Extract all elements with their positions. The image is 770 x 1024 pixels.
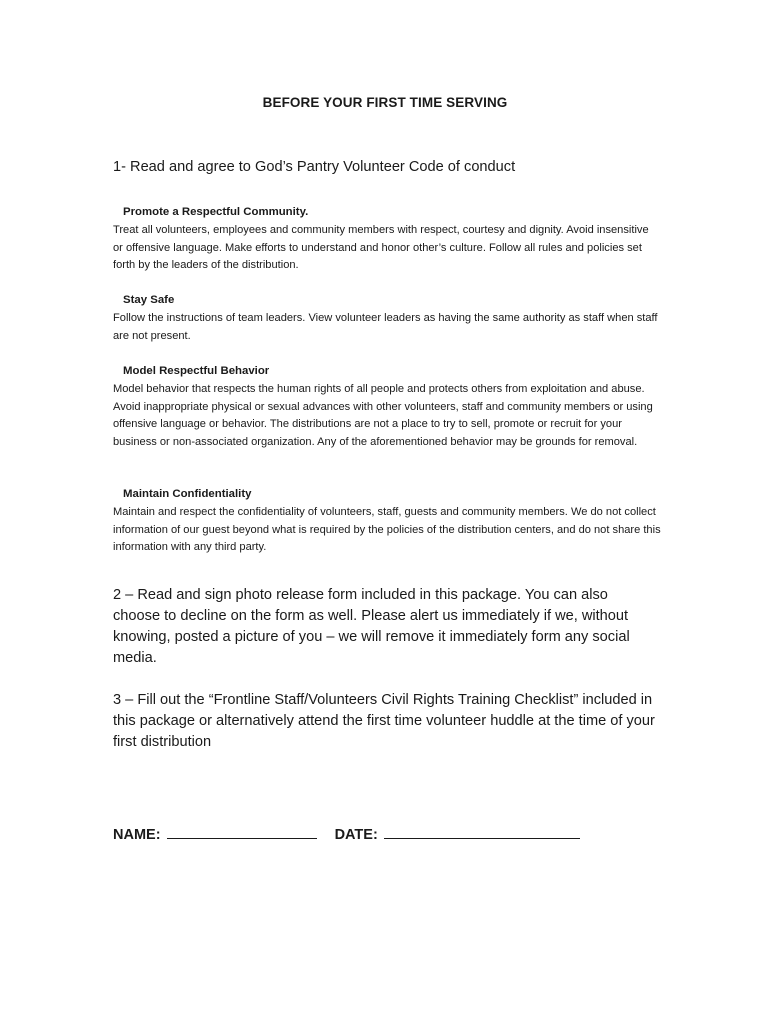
section-body-maintain-confidentiality: Maintain and respect the confidentiality of volunteers, staff, guests and community members. We do not collect information of our guest beyond what is required by the policies of the distribution centers, and do not share this information with any third party. [113,506,661,554]
section-heading-maintain-confidentiality: Maintain Confidentiality [123,488,252,500]
name-label: NAME: [113,827,161,843]
section-body-stay-safe: Follow the instructions of team leaders. View volunteer leaders as having the same authority as staff when staff are not present. [113,312,658,342]
signature-row [113,824,580,843]
section-heading-promote-respectful-community: Promote a Respectful Community. [123,206,309,218]
page-title: BEFORE YOUR FIRST TIME SERVING [262,95,508,110]
date-signature-line[interactable] [384,824,580,839]
name-signature-line[interactable] [167,824,317,839]
step-1-text: 1- Read and agree to God’s Pantry Volunteer Code of conduct [113,159,516,175]
section-heading-stay-safe: Stay Safe [123,294,175,306]
date-label: DATE: [334,827,378,843]
step-2-text: 2 – Read and sign photo release form included in this package. You can also choose to decline on the form as well. Please alert us immediately if we, without knowing, posted a picture of you – we will remove it immediately form any social media. [113,587,630,666]
section-heading-model-respectful-behavior: Model Respectful Behavior [123,365,270,377]
section-body-promote-respectful-community: Treat all volunteers, employees and community members with respect, courtesy and dignity. Avoid insensitive or offensive language. Make efforts to understand and honor other’s culture. Follow all rules and policies set forth by the leaders of the distribution. [113,224,649,272]
section-body-model-respectful-behavior: Model behavior that respects the human rights of all people and protects others from exploitation and abuse. Avoid inappropriate physical or sexual advances with other volunteers, staff and community members or using offensive language or behavior. The distributions are not a place to try to sell, promote or recruit for your business or non-associated organization. Any of the aforementioned behavior may be grounds for removal. [113,383,653,449]
step-3-text: 3 – Fill out the “Frontline Staff/Volunteers Civil Rights Training Checklist” included in this package or alternatively attend the first time volunteer huddle at the time of your first distribution [113,692,655,750]
